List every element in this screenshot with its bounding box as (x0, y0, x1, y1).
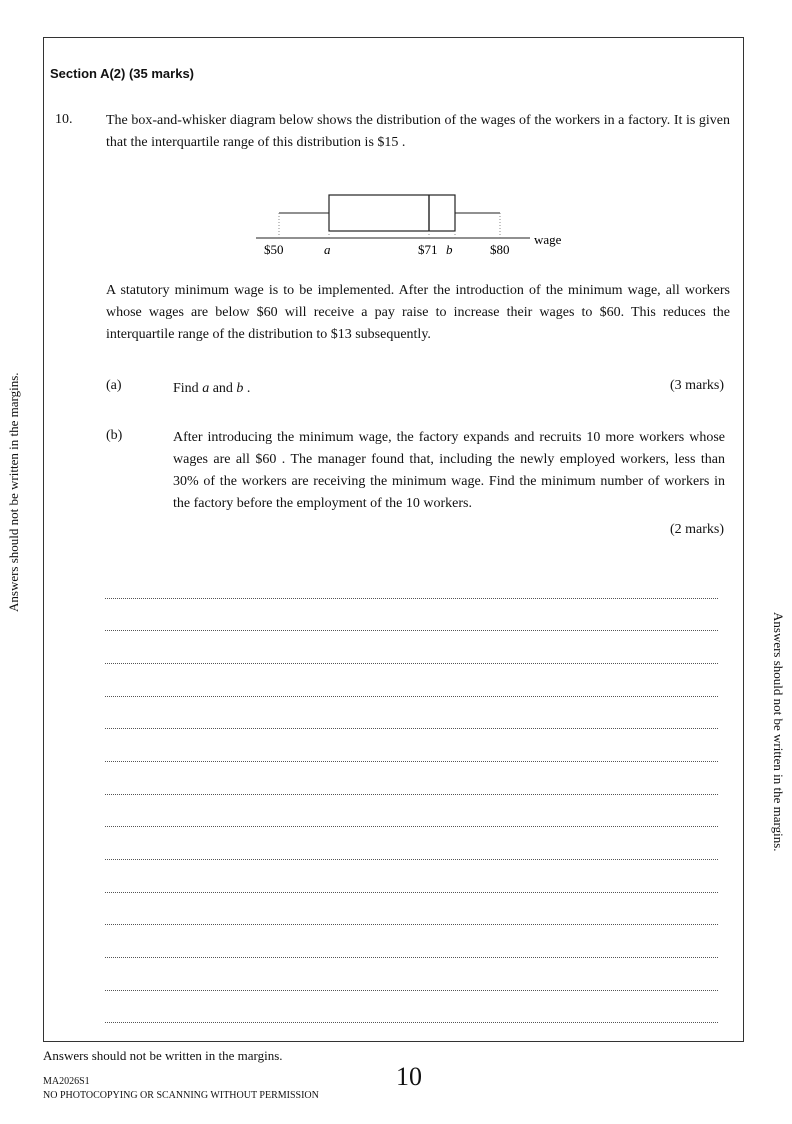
part-a-label: (a) (106, 378, 122, 393)
footer-margin-warning: Answers should not be written in the margins. (43, 1048, 283, 1063)
page-number: 10 (396, 1062, 422, 1091)
answer-line[interactable] (105, 1022, 718, 1023)
max-label: $80 (490, 242, 510, 257)
right-margin-warning (770, 612, 786, 852)
answer-line[interactable] (105, 663, 718, 664)
q3-label: b (446, 242, 453, 257)
box (329, 195, 455, 231)
right-margin-text: Answers should not be written in the margins. (771, 612, 786, 852)
answer-line[interactable] (105, 892, 718, 893)
axis-label: wage (534, 232, 562, 247)
answer-line[interactable] (105, 924, 718, 925)
left-margin-text: Answers should not be written in the margins. (6, 372, 21, 612)
answer-line[interactable] (105, 957, 718, 958)
answer-line[interactable] (105, 630, 718, 631)
part-b-marks: (2 marks) (669, 522, 724, 537)
paper-code: MA2026S1 (43, 1076, 90, 1087)
var-b: b (236, 381, 244, 396)
part-a-text (173, 378, 725, 400)
part-a-marks: (3 marks) (669, 378, 724, 393)
question-number: 10. (55, 112, 73, 127)
answer-line[interactable] (105, 598, 718, 599)
answer-line[interactable] (105, 728, 718, 729)
section-title: Section A(2) (35 marks) (50, 66, 195, 81)
var-a: a (202, 381, 210, 396)
answer-line[interactable] (105, 859, 718, 860)
part-b-label: (b) (106, 428, 123, 443)
left-margin-warning (6, 372, 22, 612)
answer-line[interactable] (105, 696, 718, 697)
min-label: $50 (264, 242, 284, 257)
part-a-and: and (209, 381, 237, 396)
median-label: $71 (418, 242, 438, 257)
answer-line[interactable] (105, 761, 718, 762)
part-b-text: After introducing the minimum wage, the factory expands and recruits 10 more workers whose wages are all $60 . The manager found that, including the newly employed workers, less than 30% of the workers are receiving the minimum wage. Find the minimum number of workers in the factory before the employment of the 10 workers. (173, 430, 725, 511)
answer-line[interactable] (105, 794, 718, 795)
copyright-notice: NO PHOTOCOPYING OR SCANNING WITHOUT PERMISSION (43, 1090, 319, 1101)
q1-label: a (324, 242, 331, 257)
part-a-suffix: . (243, 381, 251, 396)
question-intro: The box-and-whisker diagram below shows the distribution of the wages of the workers in a factory. It is given that the interquartile range of this distribution is $15 . (106, 113, 730, 150)
statutory-paragraph: A statutory minimum wage is to be implemented. After the introduction of the minimum wage, all workers whose wages are below $60 will receive a pay raise to increase their wages to $60. This reduces the interquartile range of the distribution to $13 subsequently. (106, 283, 730, 342)
box-whisker-diagram (250, 182, 580, 262)
part-a-prefix: Find (173, 381, 203, 396)
answer-line[interactable] (105, 826, 718, 827)
answer-line[interactable] (105, 990, 718, 991)
